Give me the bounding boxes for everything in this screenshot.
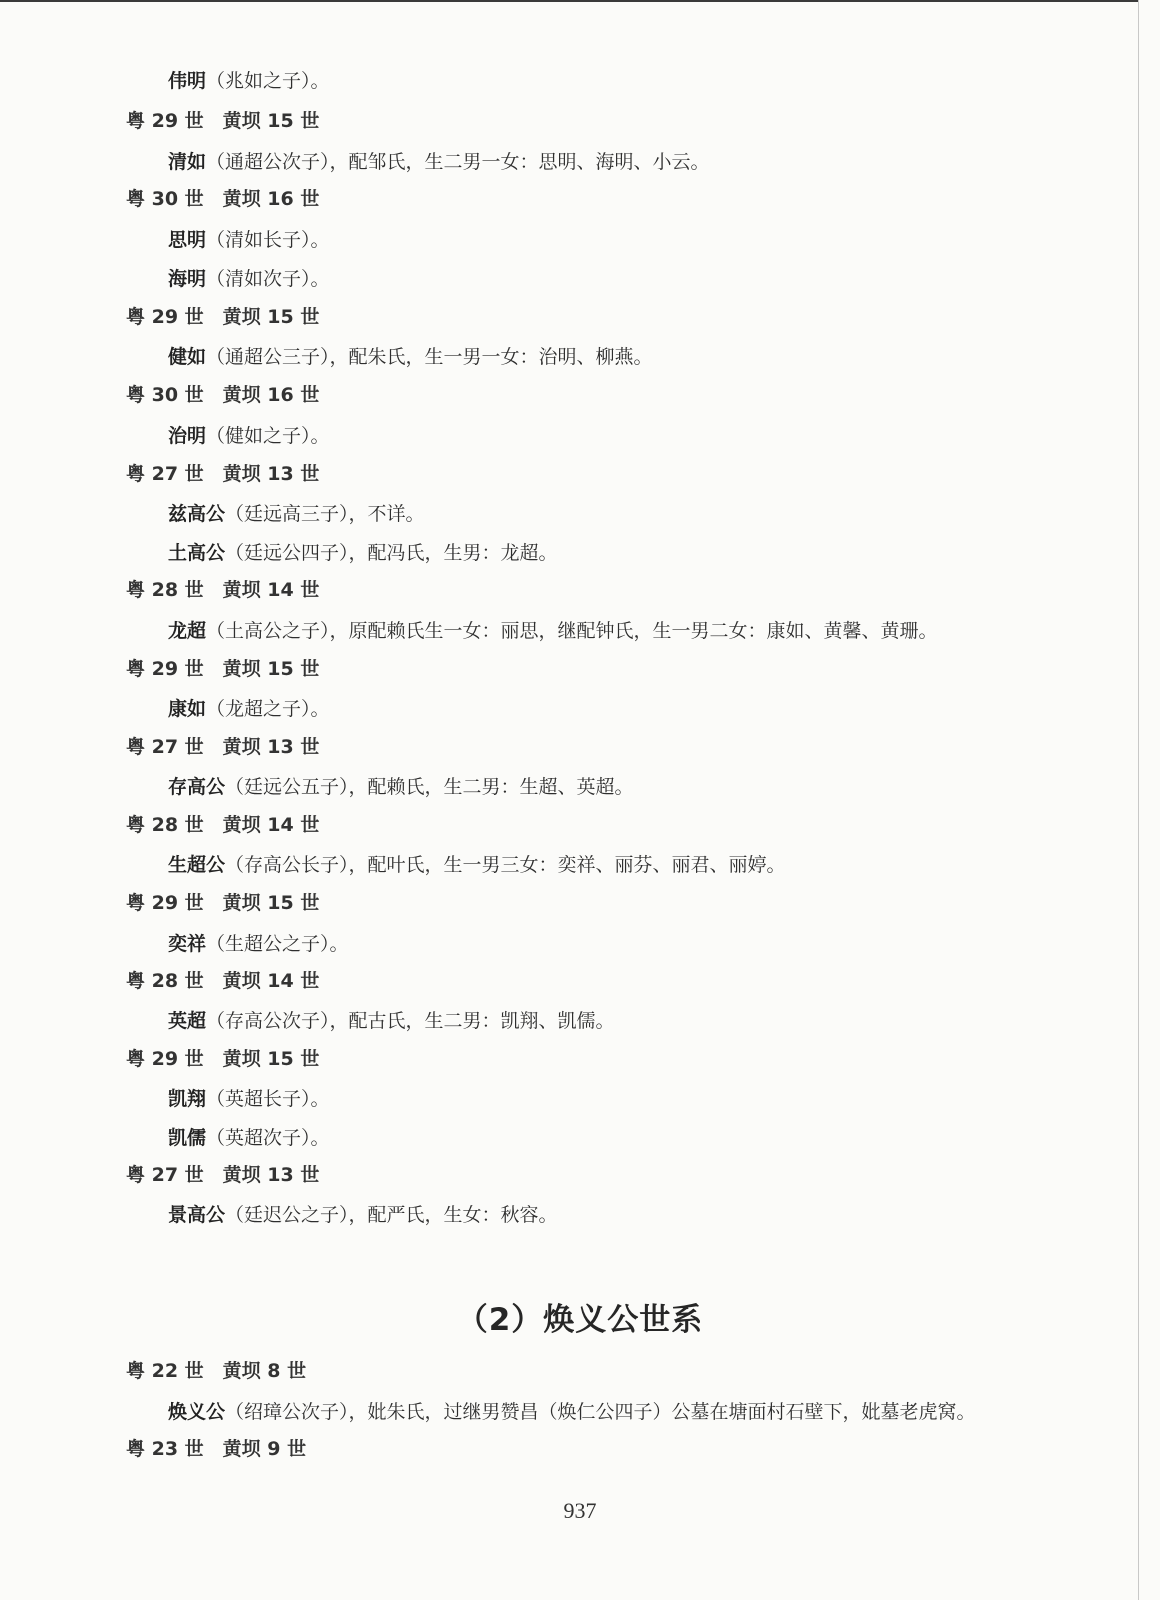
person-name: 凯儒 — [168, 1127, 207, 1149]
generation-heading: 粤 27 世 黄坝 13 世 — [126, 463, 320, 485]
person-name: 清如 — [168, 151, 207, 173]
person-name: 健如 — [168, 346, 207, 368]
entry-text: （龙超之子）。 — [206, 698, 330, 720]
person-name: 英超 — [168, 1010, 207, 1032]
genealogy-entry — [168, 616, 938, 643]
entry-text: （廷远公五子），配赖氏，生二男：生超、英超。 — [225, 776, 634, 798]
person-name: 凯翔 — [168, 1088, 207, 1110]
generation-heading: 粤 27 世 黄坝 13 世 — [126, 736, 320, 758]
entry-text: （兆如之子）。 — [206, 70, 330, 92]
generation-heading: 粤 29 世 黄坝 15 世 — [126, 892, 320, 914]
generation-heading: 粤 22 世 黄坝 8 世 — [126, 1360, 307, 1382]
genealogy-entry — [168, 1084, 330, 1111]
generation-heading: 粤 30 世 黄坝 16 世 — [126, 188, 320, 210]
genealogy-entry — [168, 538, 558, 565]
person-name: 生超公 — [168, 854, 226, 876]
genealogy-entry — [168, 1397, 976, 1424]
person-name: 治明 — [168, 425, 207, 447]
generation-heading: 粤 27 世 黄坝 13 世 — [126, 1164, 320, 1186]
genealogy-entry — [168, 929, 349, 956]
generation-heading: 粤 23 世 黄坝 9 世 — [126, 1438, 307, 1460]
person-name: 奕祥 — [168, 933, 207, 955]
entry-text: （廷迟公之子），配严氏，生女：秋容。 — [225, 1204, 558, 1226]
entry-text: （健如之子）。 — [206, 425, 330, 447]
genealogy-entry — [168, 342, 653, 369]
entry-text: （存高公次子），配古氏，生二男：凯翔、凯儒。 — [206, 1010, 615, 1032]
generation-heading: 粤 30 世 黄坝 16 世 — [126, 384, 320, 406]
entry-text: （通超公三子），配朱氏，生一男一女：治明、柳燕。 — [206, 346, 653, 368]
person-name: 思明 — [168, 229, 207, 251]
generation-heading: 粤 28 世 黄坝 14 世 — [126, 814, 320, 836]
genealogy-entry — [168, 225, 330, 252]
entry-text: （清如长子）。 — [206, 229, 330, 251]
generation-heading: 粤 29 世 黄坝 15 世 — [126, 110, 320, 132]
person-name: 龙超 — [168, 620, 207, 642]
person-name: 景高公 — [168, 1204, 226, 1226]
person-name: 土高公 — [168, 542, 226, 564]
person-name: 存高公 — [168, 776, 226, 798]
person-name: 海明 — [168, 268, 207, 290]
genealogy-entry — [168, 66, 330, 93]
entry-text: （生超公之子）。 — [206, 933, 349, 955]
generation-heading: 粤 29 世 黄坝 15 世 — [126, 306, 320, 328]
genealogy-entry — [168, 850, 786, 877]
genealogy-entry — [168, 772, 634, 799]
generation-heading: 粤 28 世 黄坝 14 世 — [126, 970, 320, 992]
entry-text: （清如次子）。 — [206, 268, 330, 290]
entry-text: （廷远高三子），不详。 — [225, 503, 425, 525]
entry-text: （存高公长子），配叶氏，生一男三女：奕祥、丽芬、丽君、丽婷。 — [225, 854, 786, 876]
genealogy-entry — [168, 499, 425, 526]
person-name: 焕义公 — [168, 1401, 226, 1423]
genealogy-entry — [168, 264, 330, 291]
genealogy-entry — [168, 694, 330, 721]
entry-text: （英超次子）。 — [206, 1127, 330, 1149]
genealogy-entry — [168, 147, 710, 174]
entry-text: （土高公之子），原配赖氏生一女：丽思，继配钟氏，生一男二女：康如、黄馨、黄珊。 — [206, 620, 938, 642]
person-name: 伟明 — [168, 70, 207, 92]
right-border — [1138, 0, 1139, 1600]
entry-text: （英超长子）。 — [206, 1088, 330, 1110]
genealogy-entry — [168, 1200, 558, 1227]
entry-text: （绍璋公次子），妣朱氏，过继男赞昌（焕仁公四子）公墓在塘面村石壁下，妣墓老虎窝。 — [225, 1401, 976, 1423]
genealogy-entry — [168, 1123, 330, 1150]
generation-heading: 粤 29 世 黄坝 15 世 — [126, 1048, 320, 1070]
top-border — [0, 0, 1138, 2]
entry-text: （廷远公四子），配冯氏，生男：龙超。 — [225, 542, 558, 564]
person-name: 康如 — [168, 698, 207, 720]
generation-heading: 粤 29 世 黄坝 15 世 — [126, 658, 320, 680]
page-number: 937 — [563, 1498, 597, 1523]
entry-text: （通超公次子），配邹氏，生二男一女：思明、海明、小云。 — [206, 151, 710, 173]
section-title: （2）焕义公世系 — [456, 1302, 704, 1338]
person-name: 兹高公 — [168, 503, 226, 525]
genealogy-entry — [168, 1006, 615, 1033]
genealogy-entry — [168, 421, 330, 448]
generation-heading: 粤 28 世 黄坝 14 世 — [126, 579, 320, 601]
